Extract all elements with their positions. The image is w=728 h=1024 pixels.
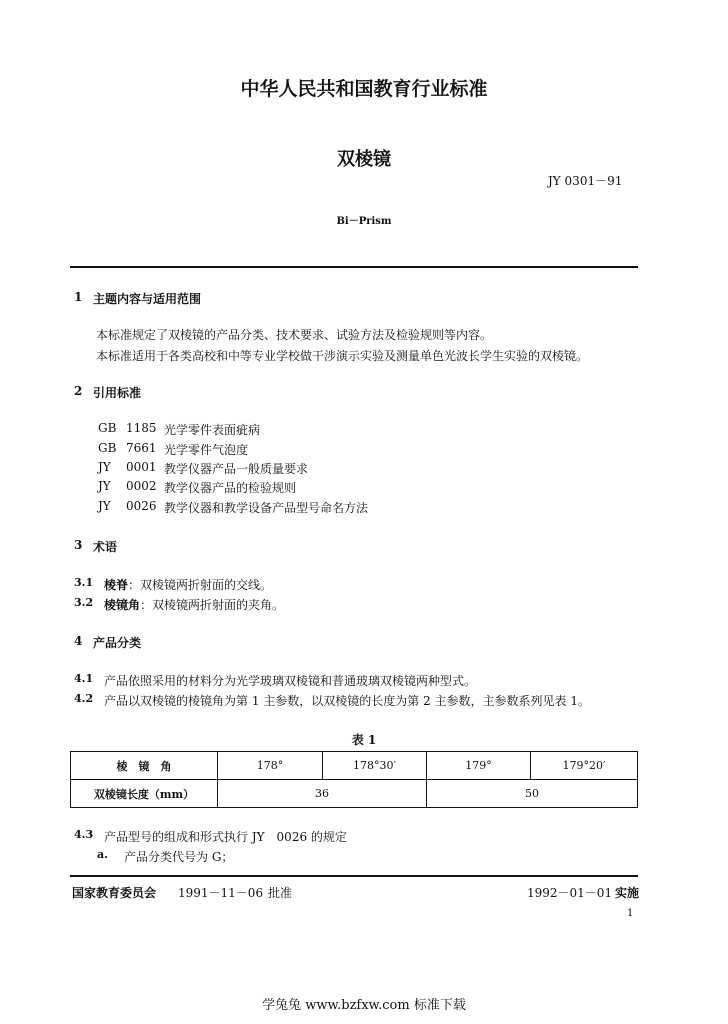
implementation-date: 1992－01－01 [527,886,613,900]
reference-number: 0002 [126,479,157,493]
footer-divider [70,875,638,877]
reference-name: 教学仪器产品的检验规则 [164,481,297,495]
section-1-paragraph-2: 本标准适用于各类高校和中等专业学校做干涉演示实验及测量单色光波长学生实验的双棱镜。 [96,349,589,363]
table-cell: 36 [218,780,427,808]
clause-text: 产品依照采用的材料分为光学玻璃双棱镜和普通玻璃双棱镜两种型式。 [104,674,477,688]
clause-text: 产品型号的组成和形式执行 JY 0026 的规定 [104,830,347,844]
table-row [71,780,638,808]
standard-number: JY 0301－91 [548,174,623,188]
approval-date: 1991－11－06 [178,886,264,900]
term-definition: ：双棱镜两折射面的夹角。 [140,598,285,612]
english-title: Bi－Prism [336,216,392,227]
section-3-number: 3 [74,538,83,552]
section-1-number: 1 [74,290,83,304]
table-row-label: 双棱镜长度（mm） [71,780,218,808]
clause-text [104,596,284,613]
clause-number: 3.1 [74,576,94,589]
parameter-table [70,751,638,808]
list-label: a. [97,848,108,861]
approving-authority: 国家教育委员会 [72,886,157,900]
table-caption: 表 1 [351,733,377,747]
table-cell: 179° [427,752,531,780]
clause-number: 3.2 [74,596,94,609]
table-cell: 50 [427,780,638,808]
reference-name: 教学仪器和教学设备产品型号命名方法 [164,501,369,515]
section-1-paragraph-1: 本标准规定了双棱镜的产品分类、技术要求、试验方法及检验规则等内容。 [96,328,493,342]
table-row-label: 棱 镜 角 [71,752,218,780]
table-row [71,752,638,780]
reference-number: 1185 [126,421,157,435]
org-title: 中华人民共和国教育行业标准 [240,78,488,100]
section-4-number: 4 [74,634,83,648]
reference-code: GB [98,441,117,455]
approval-label: 批准 [268,886,293,900]
implementation-label: 实施 [615,886,640,900]
section-3-heading: 术语 [93,540,118,554]
doc-title: 双棱镜 [337,149,391,170]
table-cell: 179°20′ [531,752,638,780]
page-number: 1 [627,908,634,919]
section-1-heading: 主题内容与适用范围 [93,292,202,306]
section-2-number: 2 [74,384,83,398]
clause-number: 4.1 [74,672,94,685]
reference-code: JY [98,460,111,474]
section-4-heading: 产品分类 [93,636,142,650]
table-cell: 178° [218,752,323,780]
reference-number: 7661 [126,441,157,455]
watermark: 学兔兔 www.bzfxw.com 标准下载 [262,998,466,1013]
reference-name: 光学零件表面疵病 [164,423,261,437]
table-cell: 178°30′ [323,752,427,780]
header-divider [70,266,638,268]
term: 棱镜角 [104,598,141,612]
reference-number: 0001 [126,460,157,474]
reference-number: 0026 [126,499,157,513]
reference-name: 教学仪器产品一般质量要求 [164,462,309,476]
reference-code: JY [98,479,111,493]
clause-text: 产品以双棱镜的棱镜角为第 1 主参数，以双棱镜的长度为第 2 主参数，主参数系列见表 1。 [104,694,590,708]
clause-number: 4.3 [74,828,94,841]
reference-name: 光学零件气泡度 [164,443,249,457]
term: 棱脊 [104,578,129,592]
clause-number: 4.2 [74,692,94,705]
term-definition: ：双棱镜两折射面的交线。 [128,578,273,592]
reference-code: JY [98,499,111,513]
section-2-heading: 引用标准 [93,386,142,400]
clause-text [104,576,272,593]
reference-code: GB [98,421,117,435]
list-item-text: 产品分类代号为 G； [124,850,234,864]
